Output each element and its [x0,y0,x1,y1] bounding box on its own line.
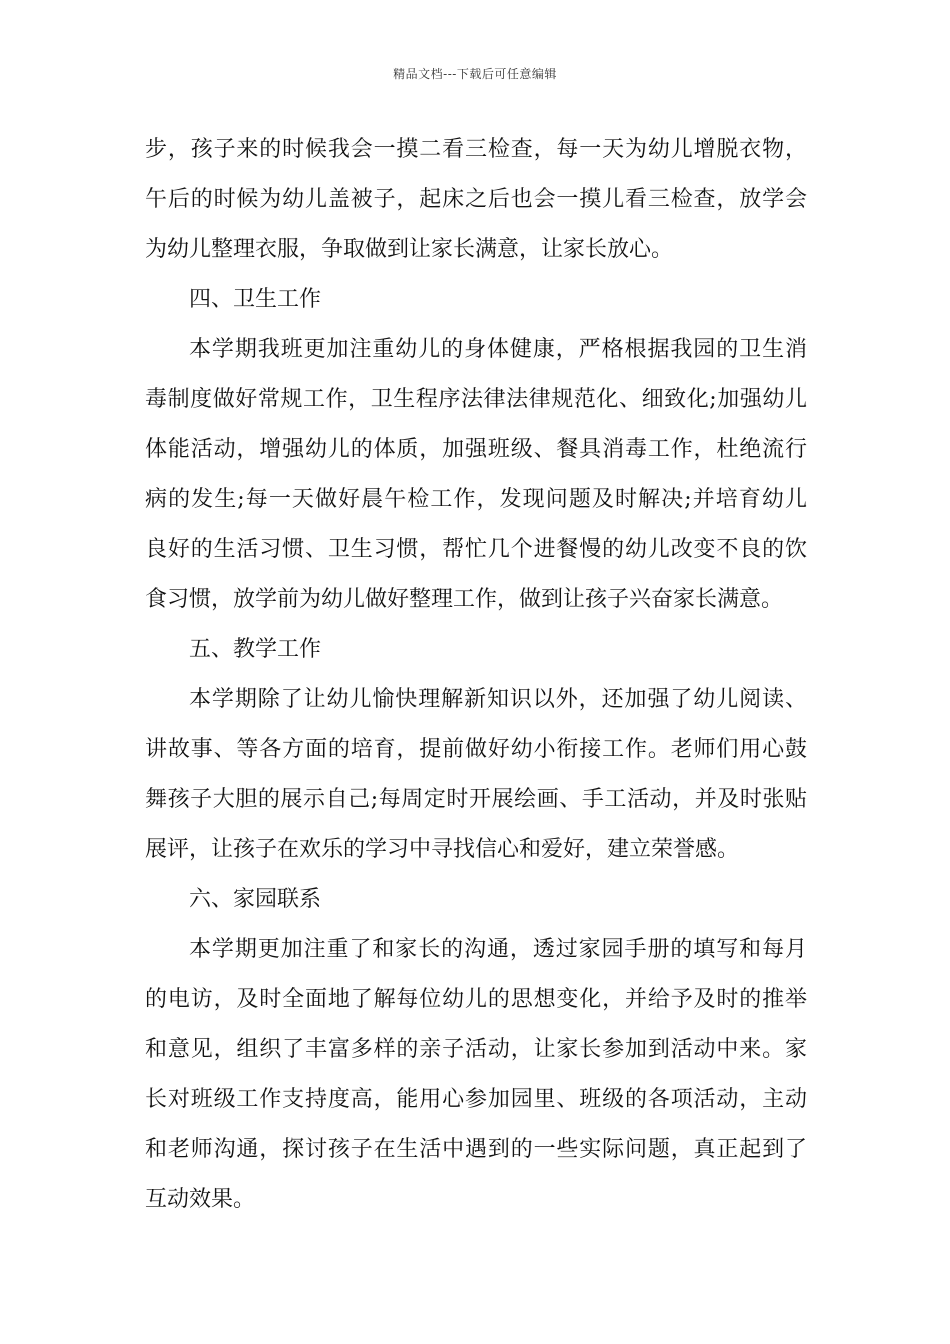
section-heading-teaching: 五、教学工作 [189,637,322,662]
paragraph-line: 本学期更加注重了和家长的沟通，透过家园手册的填写和每月 [189,937,807,962]
paragraph-line: 本学期我班更加注重幼儿的身体健康，严格根据我园的卫生消 [189,337,807,362]
paragraph-line: 长对班级工作支持度高，能用心参加园里、班级的各项活动，主动 [145,1087,807,1112]
running-header: 精品文档---下载后可任意编辑 [393,67,557,81]
paragraph-line: 讲故事、等各方面的培育，提前做好幼小衔接工作。老师们用心鼓 [145,737,807,762]
paragraph-line: 本学期除了让幼儿愉快理解新知识以外，还加强了幼儿阅读、 [189,687,807,712]
paragraph-line: 毒制度做好常规工作，卫生程序法律法律规范化、细致化;加强幼儿 [145,387,807,412]
section-heading-hygiene: 四、卫生工作 [189,287,322,312]
paragraph-line: 和老师沟通，探讨孩子在生活中遇到的一些实际问题，真正起到了 [145,1137,807,1162]
paragraph-line: 和意见，组织了丰富多样的亲子活动，让家长参加到活动中来。家 [145,1037,807,1062]
paragraph-line: 病的发生;每一天做好晨午检工作，发现问题及时解决;并培育幼儿 [145,487,807,512]
paragraph-home-school [145,925,807,1225]
paragraph-line: 食习惯，放学前为幼儿做好整理工作，做到让孩子兴奋家长满意。 [145,587,784,612]
section-heading-home-school: 六、家园联系 [189,887,322,912]
paragraph-line: 互动效果。 [145,1187,256,1212]
paragraph-line: 体能活动，增强幼儿的体质，加强班级、餐具消毒工作，杜绝流行 [145,437,807,462]
paragraph-hygiene [145,325,807,625]
paragraph-line: 午后的时候为幼儿盖被子，起床之后也会一摸儿看三检查，放学会 [145,187,807,212]
paragraph-line: 良好的生活习惯、卫生习惯，帮忙几个进餐慢的幼儿改变不良的饮 [145,537,807,562]
paragraph-line: 舞孩子大胆的展示自己;每周定时开展绘画、手工活动，并及时张贴 [145,787,807,812]
paragraph-line: 步，孩子来的时候我会一摸二看三检查，每一天为幼儿增脱衣物， [145,137,807,162]
paragraph-continued [145,125,807,275]
body-text [145,125,807,1225]
paragraph-line: 展评，让孩子在欢乐的学习中寻找信心和爱好，建立荣誉感。 [145,837,740,862]
paragraph-line: 为幼儿整理衣服，争取做到让家长满意，让家长放心。 [145,237,674,262]
paragraph-teaching [145,675,807,875]
paragraph-line: 的电访，及时全面地了解每位幼儿的思想变化，并给予及时的推举 [145,987,807,1012]
